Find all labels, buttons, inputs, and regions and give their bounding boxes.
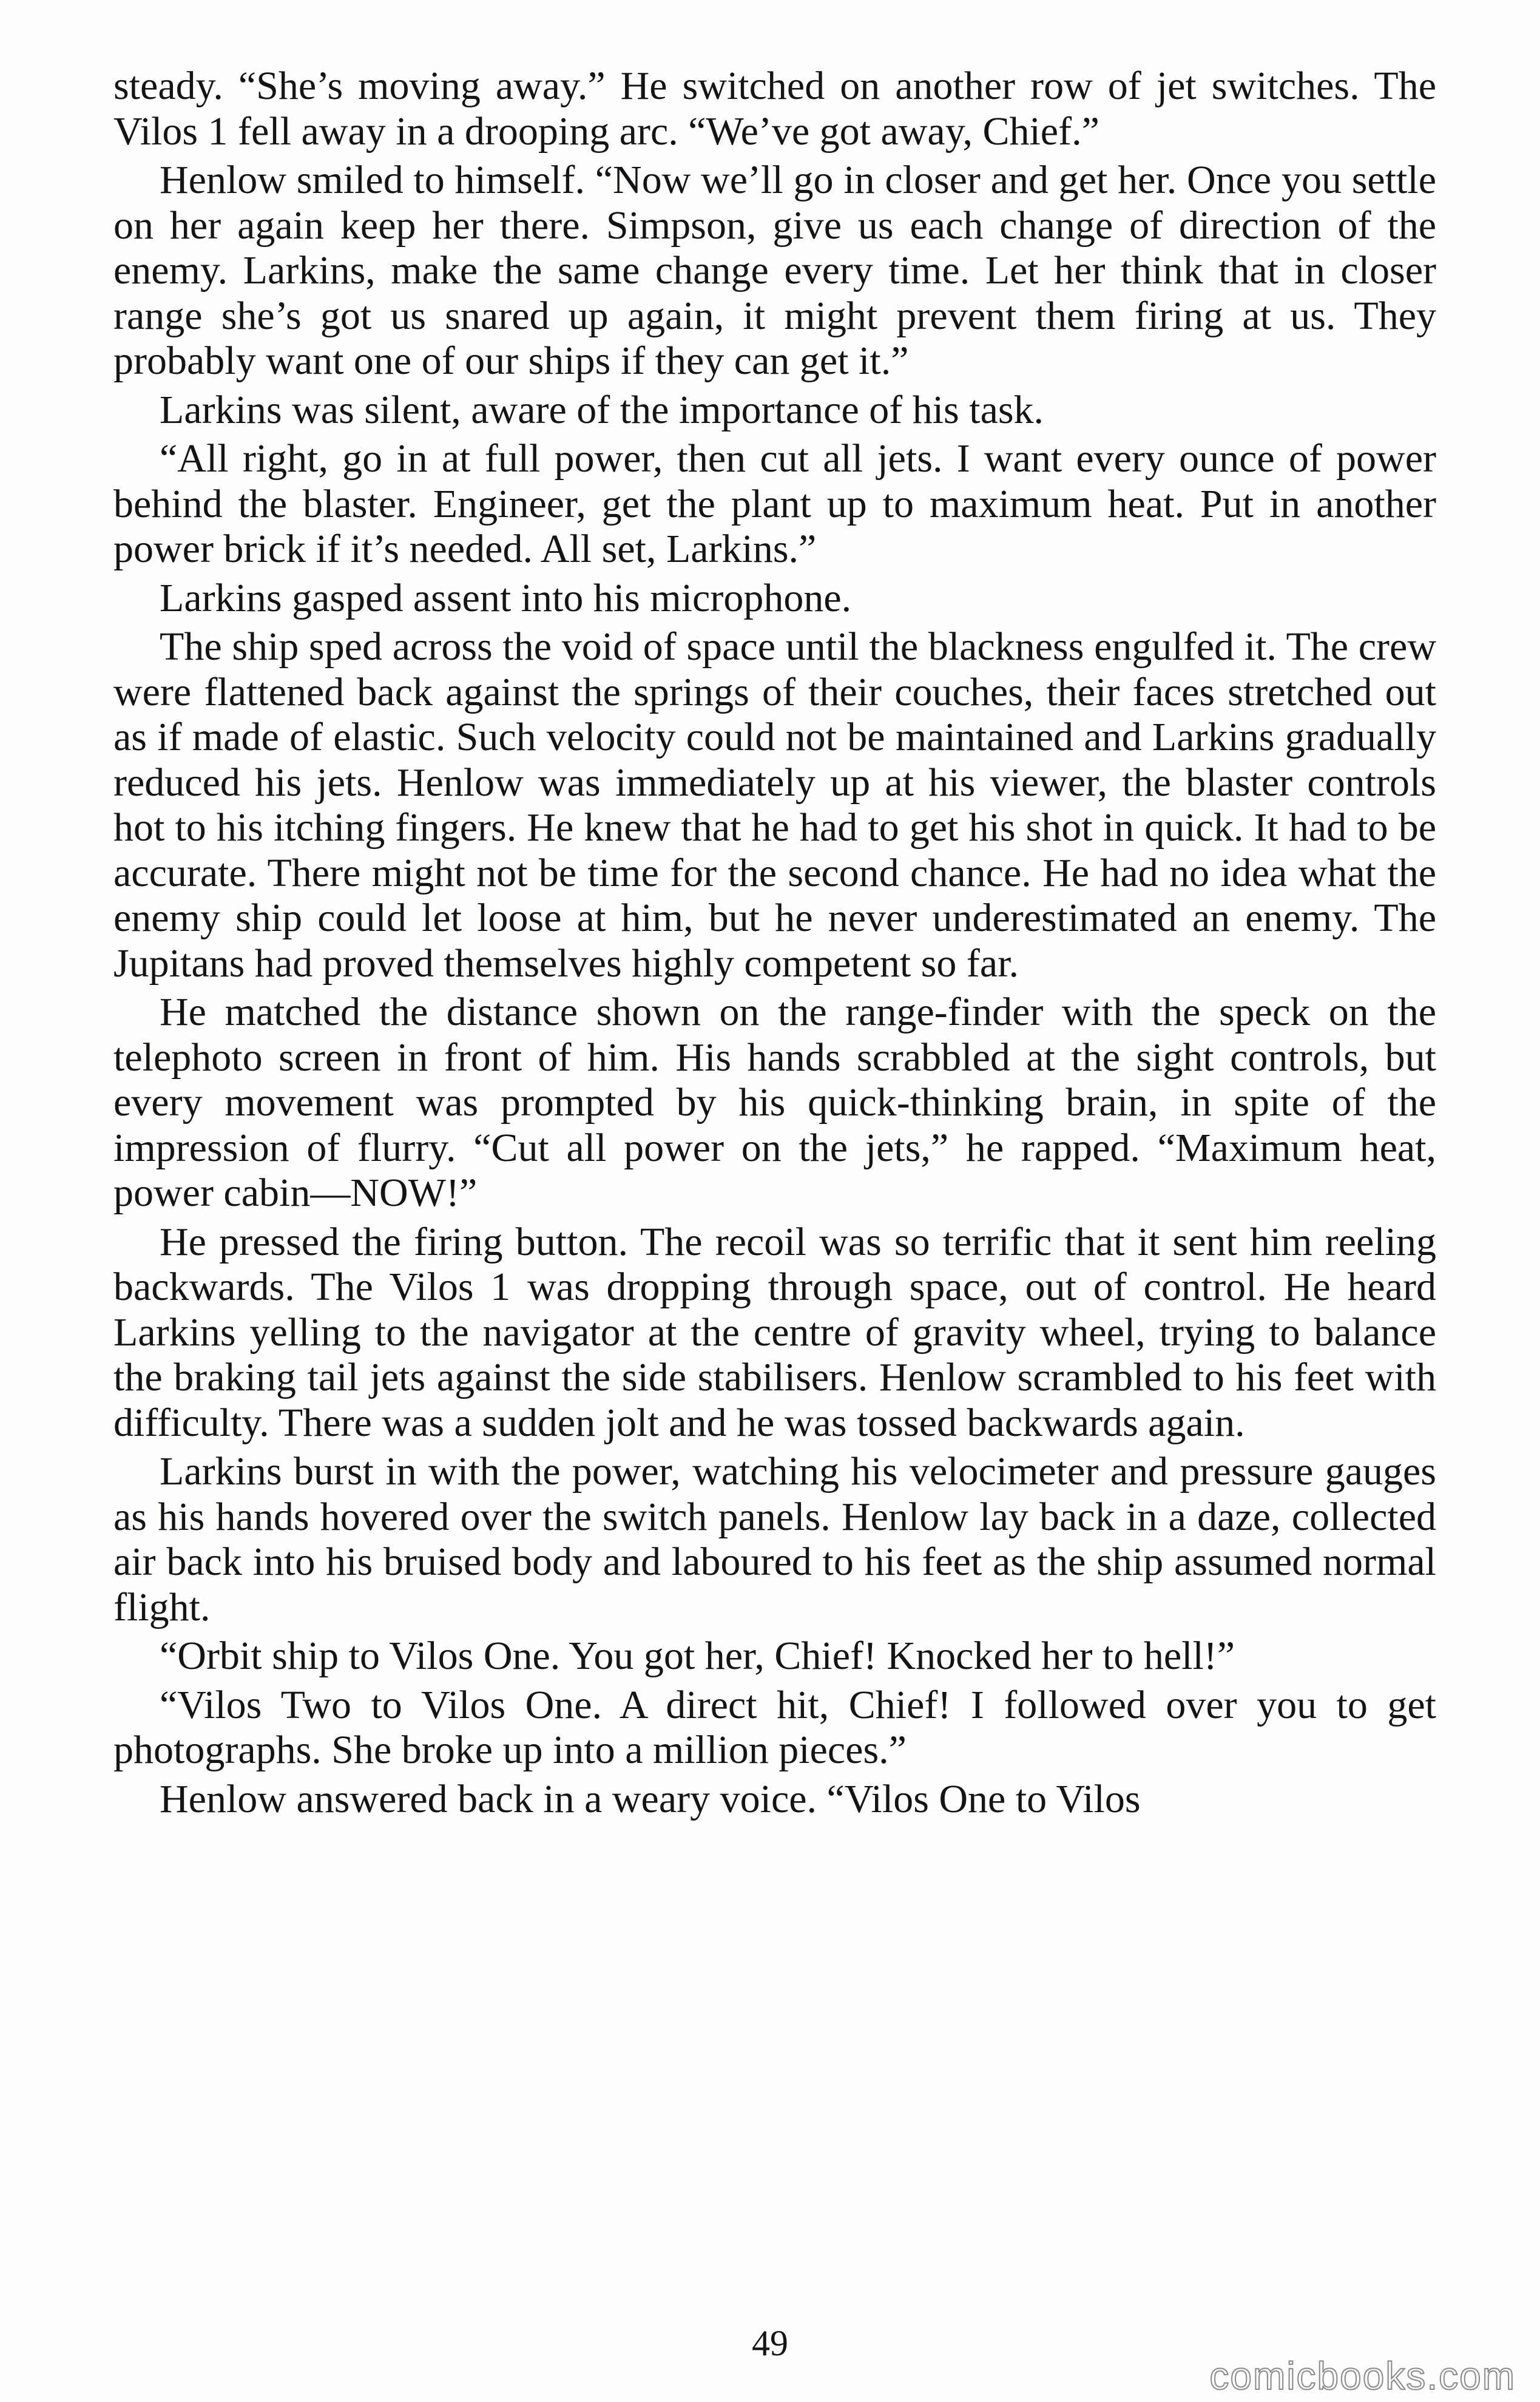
- paragraph: “Vilos Two to Vilos One. A direct hit, Chief! I followed over you to get photographs. She broke up into a million pieces.”: [113, 1682, 1436, 1772]
- paragraph: Larkins gasped assent into his microphone.: [160, 575, 852, 620]
- paragraph: Henlow smiled to himself. “Now we’ll go in closer and get her. Once you settle on her again keep her there. Simpson, give us each change of direction of the enemy. Larkins, make the same change every time. Let her think that in closer range she’s got us snared up again, it might prevent them firing at us. They probably want one of our ships if they can get it.”: [113, 158, 1436, 383]
- body-text: [113, 64, 1436, 1825]
- paragraph: He matched the distance shown on the range-finder with the speck on the telephoto screen in front of him. His hands scrabbled at the sight controls, but every movement was prompted by his quick-thinking brain, in spite of the impression of flurry. “Cut all power on the jets,” he rapped. “Maximum heat, power cabin—NOW!”: [113, 990, 1436, 1215]
- paragraph: He pressed the firing button. The recoil was so terrific that it sent him reeling backwards. The Vilos 1 was dropping through space, out of control. He heard Larkins yelling to the navigator at the centre of gravity wheel, trying to balance the braking tail jets against the side stabilisers. Henlow scrambled to his feet with difficulty. There was a sudden jolt and he was tossed backwards again.: [113, 1219, 1436, 1445]
- paragraph: Larkins burst in with the power, watching his velocimeter and pressure gauges as his hands hovered over the switch panels. Henlow lay back in a daze, collected air back into his bruised body and laboured to his feet as the ship assumed normal flight.: [113, 1449, 1436, 1629]
- page-number: 49: [752, 2323, 788, 2363]
- paragraph: “All right, go in at full power, then cut all jets. I want every ounce of power behind the blaster. Engineer, get the plant up to maximum heat. Put in another power brick if it’s needed. All set, Larkins.”: [113, 436, 1436, 571]
- paragraph: steady. “She’s moving away.” He switched on another row of jet switches. The Vilos 1 fell away in a drooping arc. “We’ve got away, Chief.”: [113, 64, 1436, 154]
- watermark: comicbooks.com: [1209, 2354, 1516, 2398]
- paragraph: Henlow answered back in a weary voice. “Vilos One to Vilos: [160, 1776, 1141, 1821]
- paragraph: “Orbit ship to Vilos One. You got her, Chief! Knocked her to hell!”: [160, 1634, 1235, 1678]
- paragraph: Larkins was silent, aware of the importance of his task.: [160, 387, 1044, 432]
- paragraph: The ship sped across the void of space until the blackness engulfed it. The crew were flattened back against the springs of their couches, their faces stretched out as if made of elastic. Such velocity could not be maintained and Larkins gradually reduced his jets. Henlow was immediately up at his viewer, the blaster controls hot to his itching fingers. He knew that he had to get his shot in quick. It had to be accurate. There might not be time for the second chance. He had no idea what the enemy ship could let loose at him, but he never underestimated an enemy. The Jupitans had proved themselves highly competent so far.: [113, 624, 1436, 986]
